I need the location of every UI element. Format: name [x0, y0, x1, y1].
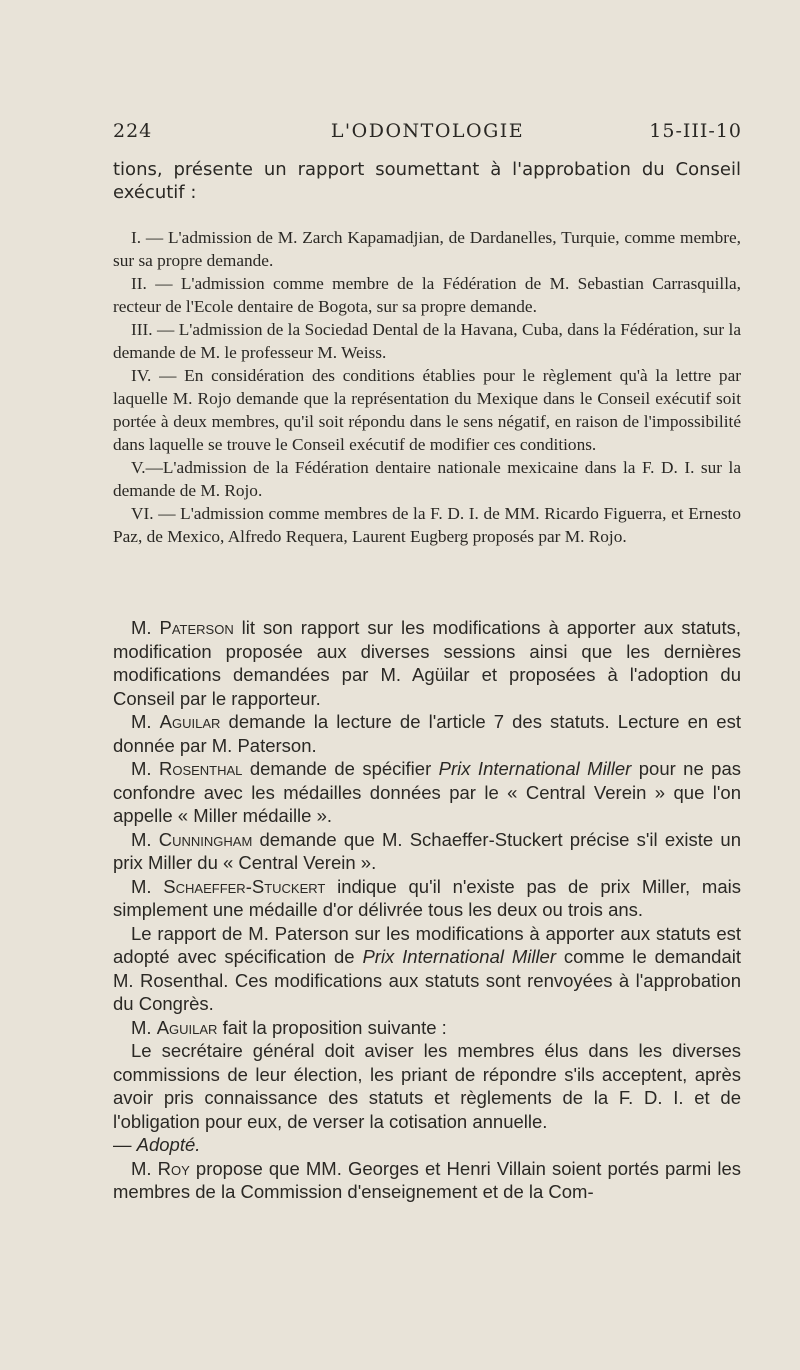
minutes-body	[113, 616, 741, 1204]
intro-paragraph	[113, 158, 741, 204]
adopted-note: Adopté.	[136, 1134, 201, 1155]
list-item: II. — L'admission comme membre de la Fédération de M. Sebastian Carrasquilla, recteur de l'Ecole dentaire de Bogota, sur sa propre demande.	[113, 274, 741, 316]
paragraph: M. Aguilar fait la proposition suivante :	[131, 1016, 447, 1038]
list-item: V.—L'admission de la Fédération dentaire nationale mexicaine dans la F. D. I. sur la demande de M. Rojo.	[113, 458, 741, 500]
prize-name: Prix International Miller	[362, 946, 557, 967]
running-header	[113, 120, 742, 146]
journal-title: L'ODONTOLOGIE	[330, 120, 525, 142]
page-number: 224	[113, 120, 153, 142]
intro-text: tions, présente un rapport soumettant à l'approbation du Conseil exécutif :	[113, 159, 741, 203]
speaker-name: Aguilar	[156, 1016, 218, 1038]
paragraph: M. Aguilar demande la lecture de l'article 7 des statuts. Lecture en est donnée par M. Paterson.	[113, 711, 741, 756]
speaker-name: Paterson	[159, 617, 234, 638]
prize-name: Prix International Miller	[438, 758, 632, 779]
paragraph: M. Rosenthal demande de spécifier Prix International Miller pour ne pas confondre avec les médailles données par le « Central Verein » que l'on appelle « Miller médaille ».	[113, 758, 741, 826]
paragraph: Le rapport de M. Paterson sur les modifications à apporter aux statuts est adopté avec spécification de Prix International Miller comme le demandait M. Rosenthal. Ces modifications aux statuts sont renvoyées à l'approbation du Congrès.	[113, 922, 741, 1014]
list-item: III. — L'admission de la Sociedad Dental de la Havana, Cuba, dans la Fédération, sur la demande de M. le professeur M. Weiss.	[113, 320, 741, 362]
paragraph: M. Roy propose que MM. Georges et Henri Villain soient portés parmi les membres de la Commission d'enseignement et de la Com-	[113, 1157, 741, 1202]
speaker-name: Cunningham	[158, 828, 253, 850]
speaker-name: Roy	[157, 1157, 190, 1179]
speaker-name: Aguilar	[159, 711, 221, 732]
paragraph: M. Cunningham demande que M. Schaeffer-Stuckert précise s'il existe un prix Miller du « Central Verein ».	[113, 828, 741, 873]
list-item: IV. — En considération des conditions établies pour le règlement qu'à la lettre par laquelle M. Rojo demande que la représentation du Mexique dans le Conseil exécutif soit portée à deux membres, qu'il soit répondu dans le sens négatif, en raison de l'impossibilité dans laquelle se trouve le Conseil exécutif de modifier ces conditions.	[113, 366, 741, 454]
paragraph: M. Paterson lit son rapport sur les modifications à apporter aux statuts, modification proposée aux diverses sessions ainsi que les dernières modifications demandées par M. Agüilar et proposées à l'adoption du Conseil par le rapporteur.	[113, 617, 741, 709]
issue-date: 15-III-10	[649, 120, 742, 142]
speaker-name: Schaeffer-Stuckert	[163, 875, 326, 897]
list-item: VI. — L'admission comme membres de la F. D. I. de MM. Ricardo Figuerra, et Ernesto Paz, de Mexico, Alfredo Requera, Laurent Eugberg proposés par M. Rojo.	[113, 504, 741, 546]
list-item: I. — L'admission de M. Zarch Kapamadjian, de Dardanelles, Turquie, comme membre, sur sa propre demande.	[113, 228, 741, 270]
speaker-name: Rosenthal	[158, 758, 243, 779]
paragraph: Le secrétaire général doit aviser les membres élus dans les diverses commissions de leur élection, les priant de répondre s'ils acceptent, après avoir pris connaissance des statuts et règlements de la F. D. I. et de l'obligation pour eux, de verser la cotisation annuelle. — Adopté.	[113, 1040, 741, 1155]
proposals-list	[113, 226, 741, 548]
paragraph: M. Schaeffer-Stuckert indique qu'il n'existe pas de prix Miller, mais simplement une médaille d'or délivrée tous les deux ou trois ans.	[113, 875, 741, 920]
